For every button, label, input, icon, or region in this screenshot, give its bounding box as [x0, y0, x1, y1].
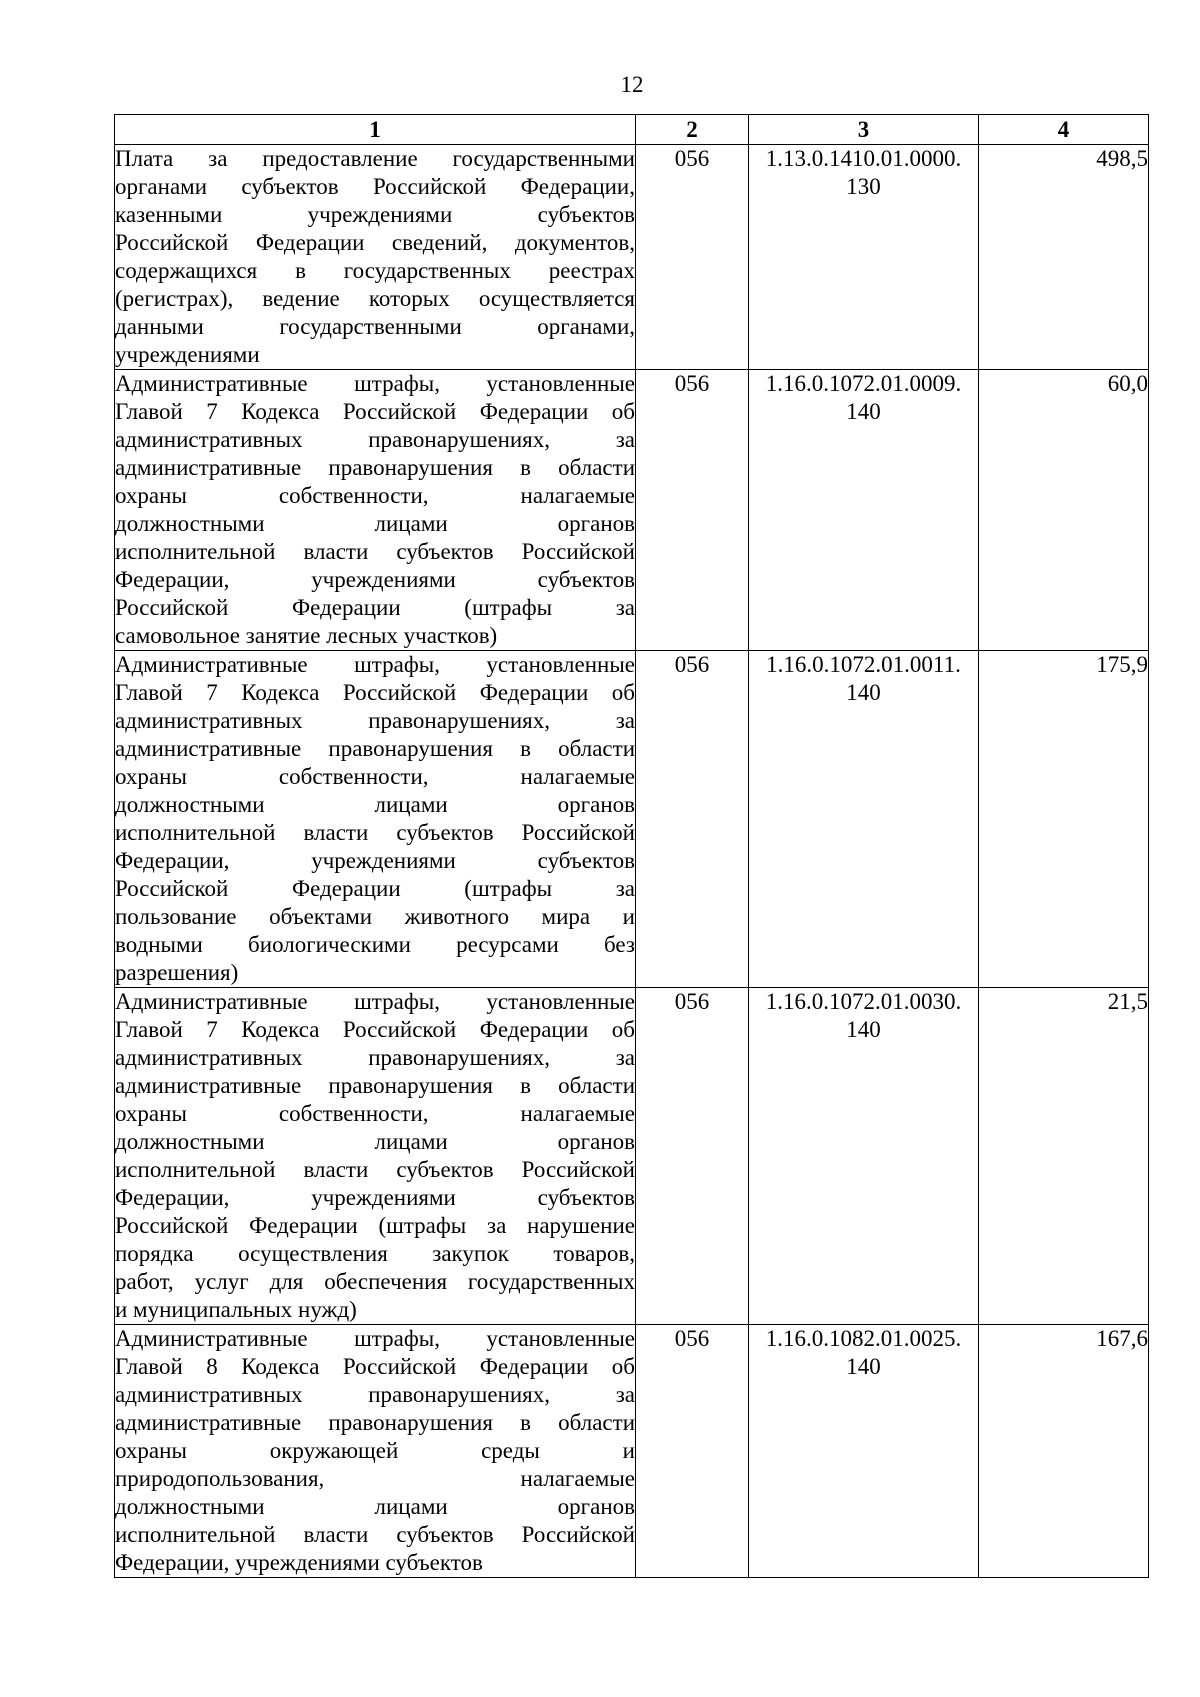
description-line: водными биологическими ресурсами без [115, 932, 635, 957]
revenue-description [115, 370, 636, 651]
description-line: Федерации, учреждениями субъектов [115, 1185, 635, 1210]
amount: 167,6 [979, 1325, 1149, 1578]
description-line: Административные штрафы, установленные [115, 989, 635, 1014]
kbk-line: 140 [846, 680, 881, 705]
budget-classification-code [749, 651, 979, 988]
description-line: административных правонарушениях, за [115, 1045, 635, 1070]
description-line: Федерации, учреждениями субъектов [115, 848, 635, 873]
budget-classification-code [749, 370, 979, 651]
description-line: работ, услуг для обеспечения государственных [115, 1269, 635, 1294]
column-header-2: 2 [636, 115, 749, 145]
kbk-line: 1.16.0.1072.01.0009. [765, 371, 962, 396]
description-line: Главой 8 Кодекса Российской Федерации об [115, 1354, 635, 1379]
description-line: административные правонарушения в области [115, 455, 635, 480]
revenue-table [114, 114, 1149, 1578]
table-row [115, 370, 1149, 651]
admin-code: 056 [636, 370, 749, 651]
description-line: природопользования, налагаемые [115, 1466, 635, 1491]
table-header-row [115, 115, 1149, 145]
description-line: Главой 7 Кодекса Российской Федерации об [115, 399, 635, 424]
revenue-description [115, 651, 636, 988]
description-line: охраны собственности, налагаемые [115, 1101, 635, 1126]
description-line: разрешения) [115, 960, 239, 985]
description-line: охраны собственности, налагаемые [115, 764, 635, 789]
description-line: Административные штрафы, установленные [115, 371, 635, 396]
description-line: исполнительной власти субъектов Российской [115, 820, 635, 845]
admin-code: 056 [636, 1325, 749, 1578]
description-line: должностными лицами органов [115, 1129, 635, 1154]
revenue-description [115, 1325, 636, 1578]
amount: 498,5 [979, 145, 1149, 370]
description-line: казенными учреждениями субъектов [115, 202, 635, 227]
description-line: исполнительной власти субъектов Российской [115, 1522, 635, 1547]
description-line: Российской Федерации (штрафы за [115, 876, 635, 901]
kbk-line: 1.16.0.1072.01.0011. [766, 652, 961, 677]
description-line: охраны окружающей среды и [115, 1438, 635, 1463]
kbk-line: 140 [846, 399, 881, 424]
kbk-line: 140 [846, 1354, 881, 1379]
revenue-description [115, 988, 636, 1325]
description-line: административных правонарушениях, за [115, 427, 635, 452]
description-line: Главой 7 Кодекса Российской Федерации об [115, 1017, 635, 1042]
amount: 175,9 [979, 651, 1149, 988]
table-body [115, 145, 1149, 1578]
description-line: должностными лицами органов [115, 792, 635, 817]
description-line: данными государственными органами, [115, 314, 635, 339]
page-number: 12 [620, 72, 644, 97]
table-row [115, 1325, 1149, 1578]
column-header-4: 4 [979, 115, 1149, 145]
revenue-description [115, 145, 636, 370]
description-line: охраны собственности, налагаемые [115, 483, 635, 508]
admin-code: 056 [636, 651, 749, 988]
description-line: органами субъектов Российской Федерации, [115, 174, 635, 199]
description-line: Плата за предоставление государственными [115, 146, 635, 171]
kbk-line: 1.16.0.1082.01.0025. [765, 1326, 962, 1351]
description-line: административных правонарушениях, за [115, 708, 635, 733]
kbk-line: 130 [846, 174, 881, 199]
table-row [115, 651, 1149, 988]
column-header-3: 3 [749, 115, 979, 145]
description-line: должностными лицами органов [115, 511, 635, 536]
description-line: (регистрах), ведение которых осуществляется [115, 286, 635, 311]
description-line: Главой 7 Кодекса Российской Федерации об [115, 680, 635, 705]
kbk-line: 1.16.0.1072.01.0030. [765, 989, 962, 1014]
description-line: исполнительной власти субъектов Российской [115, 539, 635, 564]
description-line: порядка осуществления закупок товаров, [115, 1241, 635, 1266]
description-line: Административные штрафы, установленные [115, 1326, 635, 1351]
description-line: Федерации, учреждениями субъектов [115, 1550, 483, 1575]
budget-classification-code [749, 1325, 979, 1578]
budget-classification-code [749, 145, 979, 370]
amount: 21,5 [979, 988, 1149, 1325]
description-line: исполнительной власти субъектов Российской [115, 1157, 635, 1182]
description-line: административные правонарушения в области [115, 736, 635, 761]
description-line: и муниципальных нужд) [115, 1297, 357, 1322]
description-line: Федерации, учреждениями субъектов [115, 567, 635, 592]
kbk-line: 140 [846, 1017, 881, 1042]
kbk-line: 1.13.0.1410.01.0000. [765, 146, 962, 171]
description-line: административные правонарушения в области [115, 1410, 635, 1435]
description-line: Российской Федерации сведений, документов, [115, 230, 635, 255]
table-row [115, 988, 1149, 1325]
description-line: учреждениями [115, 342, 260, 367]
amount: 60,0 [979, 370, 1149, 651]
description-line: административные правонарушения в области [115, 1073, 635, 1098]
description-line: административных правонарушениях, за [115, 1382, 635, 1407]
admin-code: 056 [636, 988, 749, 1325]
description-line: Российской Федерации (штрафы за нарушение [115, 1213, 635, 1238]
description-line: пользование объектами животного мира и [115, 904, 635, 929]
description-line: должностными лицами органов [115, 1494, 635, 1519]
description-line: Административные штрафы, установленные [115, 652, 635, 677]
description-line: Российской Федерации (штрафы за [115, 595, 635, 620]
admin-code: 056 [636, 145, 749, 370]
table-row [115, 145, 1149, 370]
description-line: содержащихся в государственных реестрах [115, 258, 635, 283]
column-header-1: 1 [115, 115, 636, 145]
budget-classification-code [749, 988, 979, 1325]
description-line: самовольное занятие лесных участков) [115, 623, 498, 648]
